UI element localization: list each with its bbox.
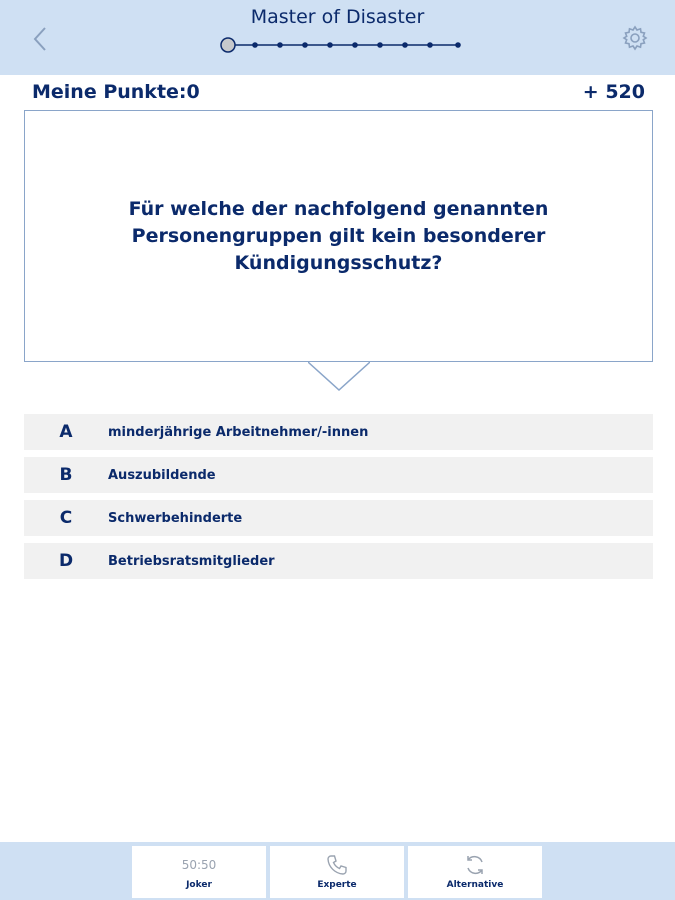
progress-step: [377, 42, 383, 48]
alternative-label: Alternative: [446, 880, 504, 890]
answer-option-d[interactable]: [24, 543, 653, 579]
score-label: Meine Punkte:0: [32, 81, 200, 103]
fifty-fifty-text: 50:50: [181, 858, 217, 872]
expert-label: Experte: [317, 880, 357, 890]
lifeline-bar: [0, 842, 675, 900]
answer-letter: A: [59, 422, 73, 442]
answer-letter: C: [59, 508, 73, 528]
answer-text: Auszubildende: [108, 467, 216, 483]
progress-step: [352, 42, 358, 48]
phone-icon: [326, 854, 348, 876]
progress-step: [302, 42, 308, 48]
answer-option-b[interactable]: [24, 457, 653, 493]
expert-button[interactable]: [270, 846, 404, 898]
header-bar: [0, 0, 675, 75]
progress-step: [327, 42, 333, 48]
answer-text: Schwerbehinderte: [108, 510, 243, 526]
question-text: Für welche der nachfolgend genannten Personengruppen gilt kein besonderer Kündigungsschutz?: [128, 197, 549, 274]
settings-button[interactable]: [622, 25, 648, 51]
answer-letter: B: [59, 465, 73, 485]
answer-list: [24, 414, 653, 586]
answer-option-c[interactable]: [24, 500, 653, 536]
answer-option-a[interactable]: [24, 414, 653, 450]
progress-step-current: [221, 38, 235, 52]
progress-step: [402, 42, 408, 48]
chevron-left-icon: [33, 26, 47, 52]
score-row: [0, 78, 675, 108]
joker-button[interactable]: [132, 846, 266, 898]
answer-letter: D: [58, 551, 74, 571]
answer-text: minderjährige Arbeitnehmer/-innen: [108, 424, 369, 440]
refresh-icon: [463, 853, 487, 877]
question-box: [24, 110, 653, 362]
page-title: Master of Disaster: [250, 6, 425, 28]
progress-step: [427, 42, 433, 48]
alternative-button[interactable]: [408, 846, 542, 898]
question-pointer: [308, 360, 370, 392]
joker-label: Joker: [186, 880, 212, 890]
progress-step: [455, 42, 461, 48]
question-progress: [218, 36, 468, 54]
progress-step: [277, 42, 283, 48]
progress-step: [252, 42, 258, 48]
bonus-points: + 520: [582, 81, 645, 103]
answer-text: Betriebsratsmitglieder: [108, 553, 275, 569]
gear-icon: [622, 25, 648, 51]
